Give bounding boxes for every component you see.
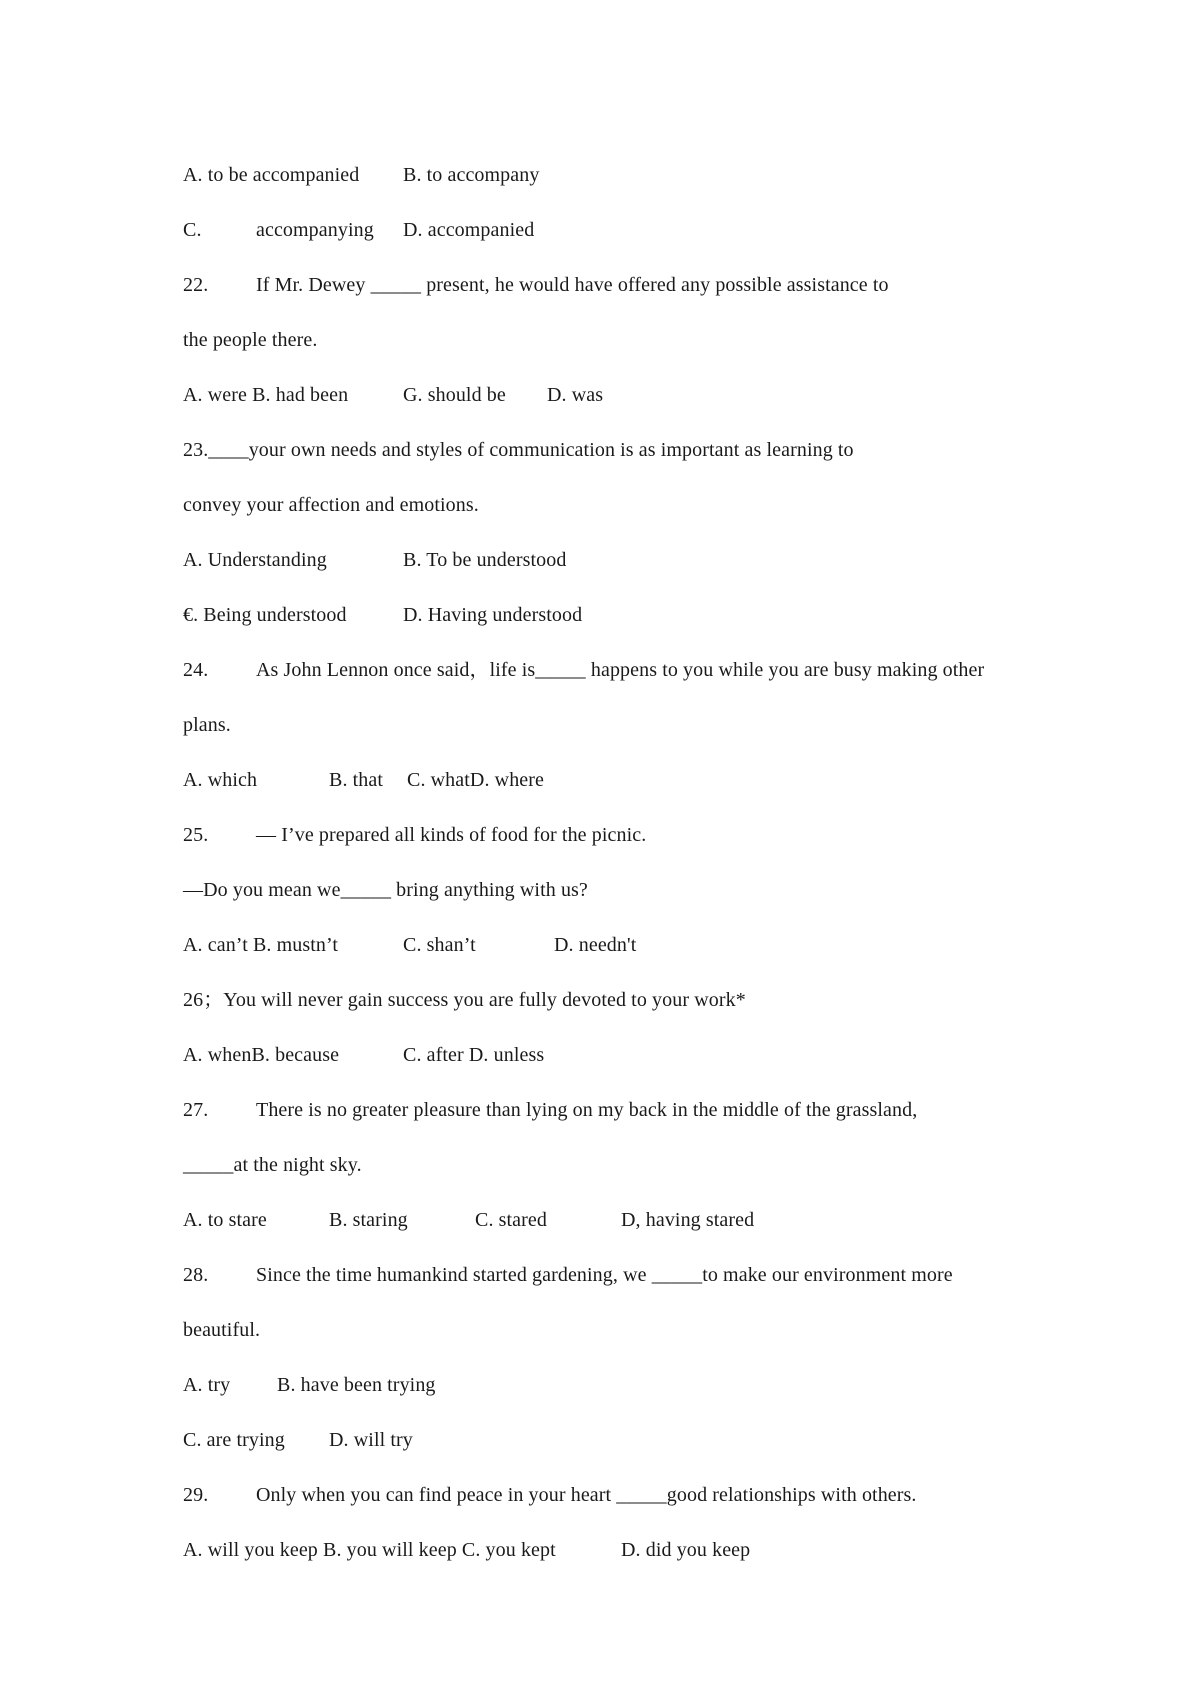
- option-text: A. whenB. because: [183, 1044, 340, 1066]
- option-text: A. will you keep B. you will keep C. you kept: [183, 1539, 556, 1561]
- question-text: There is no greater pleasure than lying on my back in the middle of the grassland,: [256, 1099, 918, 1121]
- question-text: As John Lennon once said，life is_____ happens to you while you are busy making other: [256, 659, 985, 681]
- question-text: _____at the night sky.: [183, 1154, 362, 1176]
- option-text: D. needn't: [554, 934, 637, 956]
- question-number: 25.: [183, 824, 209, 846]
- option-text: A. to stare: [183, 1209, 267, 1231]
- option-text: B. to accompany: [403, 164, 540, 186]
- option-text: D. will try: [329, 1429, 413, 1451]
- option-line: [183, 1538, 751, 1634]
- option-text: G. should be: [403, 384, 506, 406]
- question-text: Since the time humankind started gardening, we _____to make our environment more: [256, 1264, 953, 1286]
- option-text: D. accompanied: [403, 219, 535, 241]
- option-text: D. was: [547, 384, 604, 406]
- option-text: B. staring: [329, 1209, 408, 1231]
- question-text: —Do you mean we_____ bring anything with us?: [183, 879, 588, 901]
- option-text: A. try: [183, 1374, 231, 1396]
- option-text: B. that: [329, 769, 384, 791]
- question-text: beautiful.: [183, 1319, 261, 1341]
- question-number: 22.: [183, 274, 209, 296]
- option-text: D, having stared: [621, 1209, 755, 1231]
- question-text: 26；You will never gain success you are fully devoted to your work*: [183, 989, 746, 1011]
- option-text: A. Understanding: [183, 549, 327, 571]
- question-text: plans.: [183, 714, 231, 736]
- question-text: If Mr. Dewey _____ present, he would have offered any possible assistance to: [256, 274, 889, 296]
- option-text: C. are trying: [183, 1429, 285, 1451]
- question-text: the people there.: [183, 329, 318, 351]
- question-number: 29.: [183, 1484, 209, 1506]
- option-text: accompanying: [256, 219, 374, 241]
- option-text: D. Having understood: [403, 604, 583, 626]
- option-text: C. whatD. where: [407, 769, 545, 791]
- question-number: 24.: [183, 659, 209, 681]
- question-text: Only when you can find peace in your heart _____good relationships with others.: [256, 1484, 917, 1506]
- option-text: B. have been trying: [277, 1374, 436, 1396]
- option-text: A. were B. had been: [183, 384, 349, 406]
- option-text: A. can’t B. mustn’t: [183, 934, 339, 956]
- question-text: convey your affection and emotions.: [183, 494, 479, 516]
- option-text: C. after D. unless: [403, 1044, 545, 1066]
- question-text: 23.____your own needs and styles of communication is as important as learning to: [183, 439, 854, 461]
- option-text: A. to be accompanied: [183, 164, 360, 186]
- option-text: C. stared: [475, 1209, 547, 1231]
- option-text: C. shan’t: [403, 934, 476, 956]
- option-text: A. which: [183, 769, 258, 791]
- option-text: €. Being understood: [183, 604, 347, 626]
- question-number: 27.: [183, 1099, 209, 1121]
- option-text: B. To be understood: [403, 549, 567, 571]
- question-text: — I’ve prepared all kinds of food for the picnic.: [256, 824, 647, 846]
- option-text: C.: [183, 219, 202, 241]
- option-text: D. did you keep: [621, 1539, 751, 1561]
- question-number: 28.: [183, 1264, 209, 1286]
